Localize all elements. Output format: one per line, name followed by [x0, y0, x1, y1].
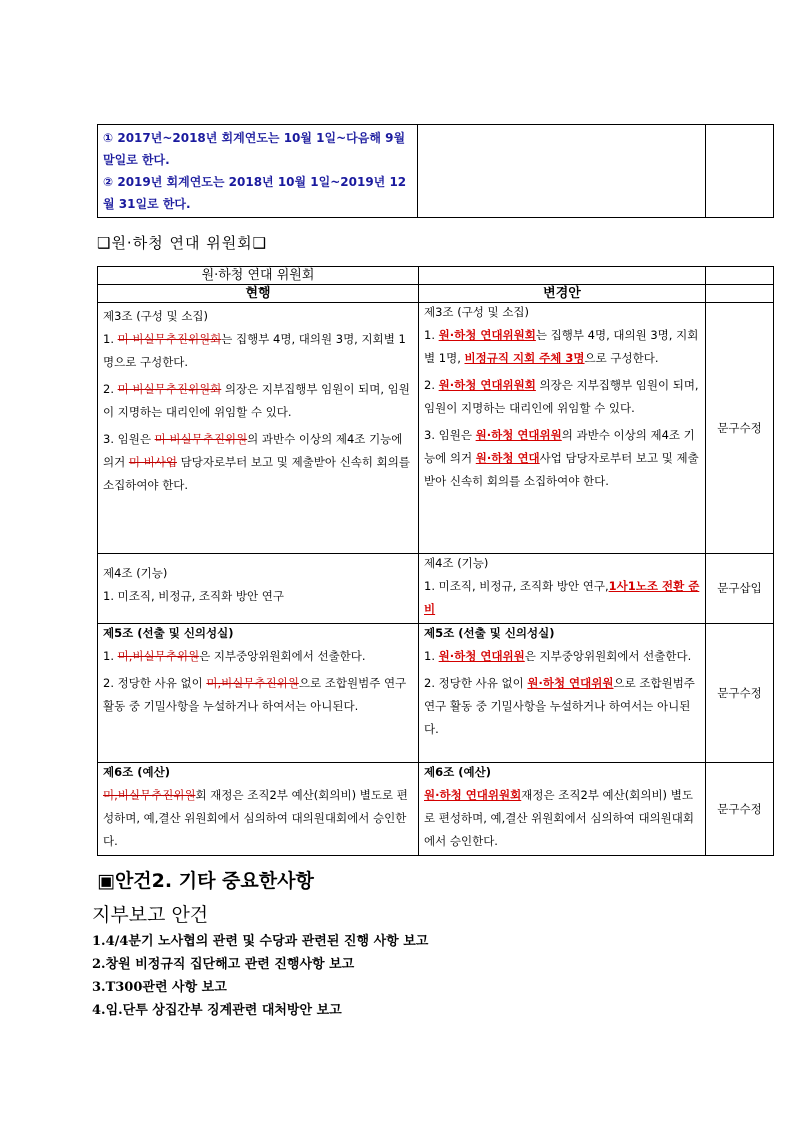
paragraph: 1. 미,비실무추위원은 지부중앙위원회에서 선출한다. — [103, 649, 366, 663]
paragraph: 1. 원·하청 연대위원은 지부중앙위원회에서 선출한다. — [424, 649, 692, 663]
paragraph: 1. 미 비실무추진위원회는 집행부 4명, 대의원 3명, 지회별 1명으로 구성한다. — [103, 332, 406, 369]
paragraph: 3. 임원은 원·하청 연대위원의 과반수 이상의 제4조 기능에 의거 원·하청 연대사업 담당자로부터 보고 및 제출받아 신속히 회의를 소집하여야 한다. — [424, 428, 699, 488]
paragraph: 2. 정당한 사유 없이 원·하청 연대위원으로 조합원범주 연구 활동 중 기밀사항을 누설하거나 하여서는 아니된다. — [424, 676, 695, 736]
section-title: ❑원·하청 연대 위원회❑ — [97, 234, 268, 252]
note-cell: 문구삽입 — [706, 554, 774, 624]
article-heading: 제5조 (선출 및 신의성실) — [424, 626, 555, 640]
article-heading: 제3조 (구성 및 소집) — [103, 309, 209, 323]
article-heading: 제4조 (기능) — [424, 556, 489, 570]
article-heading: 제4조 (기능) — [103, 566, 168, 580]
fiscal-year-cell — [98, 125, 418, 218]
empty-cell — [706, 267, 774, 285]
article-heading: 제6조 (예산) — [424, 765, 491, 779]
paragraph: 미,비실무추진위원회 재정은 조직2부 예산(회의비) 별도로 편성하며, 예,결산 위원회에서 심의하여 대의원대회에서 승인한다. — [103, 788, 408, 848]
article-heading: 제5조 (선출 및 신의성실) — [103, 626, 234, 640]
note-cell: 문구수정 — [706, 624, 774, 763]
paragraph: 원·하청 연대위원회재정은 조직2부 예산(회의비) 별도로 편성하며, 예,결산 위원회에서 심의하여 대의원대회에서 승인한다. — [424, 788, 694, 848]
agenda-title: ▣안건2. 기타 중요한사항 — [97, 870, 314, 892]
empty-cell — [706, 125, 774, 218]
new-cell — [419, 303, 706, 554]
paragraph: 1. 미조직, 비정규, 조직화 방안 연구 — [103, 589, 284, 603]
list-item: 4.임.단투 상집간부 징계관련 대처방안 보고 — [92, 1003, 342, 1018]
current-cell — [98, 303, 419, 554]
note-cell: 문구수정 — [706, 763, 774, 856]
report-subtitle: 지부보고 안건 — [92, 904, 209, 926]
header-current: 현행 — [98, 285, 419, 303]
current-cell — [98, 763, 419, 856]
list-item: 3.T300관련 사항 보고 — [92, 980, 227, 995]
new-cell — [419, 624, 706, 763]
table-row — [98, 554, 774, 624]
article-heading: 제3조 (구성 및 소집) — [424, 305, 530, 319]
table-row — [98, 763, 774, 856]
empty-cell — [706, 285, 774, 303]
paragraph: 2. 원·하청 연대위원회 의장은 지부집행부 임원이 되며, 임원이 지명하는 대리인에 위임할 수 있다. — [424, 378, 699, 415]
paragraph: 1. 원·하청 연대위원회는 집행부 4명, 대의원 3명, 지회별 1명, 비정규직 지회 주체 3명으로 구성한다. — [424, 328, 699, 365]
new-cell — [419, 763, 706, 856]
empty-cell — [419, 267, 706, 285]
empty-cell — [418, 125, 706, 218]
report-items — [92, 930, 428, 1022]
paragraph: 3. 임원은 미 비실무추진위원의 과반수 이상의 제4조 기능에 의거 미 비사업 담당자로부터 보고 및 제출받아 신속히 회의를 소집하여야 한다. — [103, 432, 410, 492]
paragraph: 2. 미 비실무추진위원회 의장은 지부집행부 임원이 되며, 임원이 지명하는 대리인에 위임할 수 있다. — [103, 382, 410, 419]
header-new: 변경안 — [419, 285, 706, 303]
fiscal-line-1: ① 2017년~2018년 회계연도는 10월 1일~다음해 9월 말일로 한다. — [103, 131, 406, 167]
table-title: 원·하청 연대 위원회 — [98, 267, 419, 285]
paragraph: 2. 정당한 사유 없이 미,비실무추진위원으로 조합원범주 연구 활동 중 기밀사항을 누설하거나 하여서는 아니된다. — [103, 676, 407, 713]
list-item: 2.창원 비정규직 집단해고 관련 진행사항 보고 — [92, 957, 355, 972]
note-cell: 문구수정 — [706, 303, 774, 554]
new-cell — [419, 554, 706, 624]
table-row — [98, 303, 774, 554]
current-cell — [98, 624, 419, 763]
fiscal-line-2: ② 2019년 회계연도는 2018년 10월 1일~2019년 12월 31일로 한다. — [103, 175, 407, 211]
table-row — [98, 624, 774, 763]
article-heading: 제6조 (예산) — [103, 765, 170, 779]
fiscal-year-table — [97, 124, 774, 218]
list-item: 1.4/4분기 노사협의 관련 및 수당과 관련된 진행 사항 보고 — [92, 934, 429, 949]
committee-table — [97, 266, 774, 856]
paragraph: 1. 미조직, 비정규, 조직화 방안 연구,1사1노조 전환 준비 — [424, 579, 700, 616]
current-cell — [98, 554, 419, 624]
